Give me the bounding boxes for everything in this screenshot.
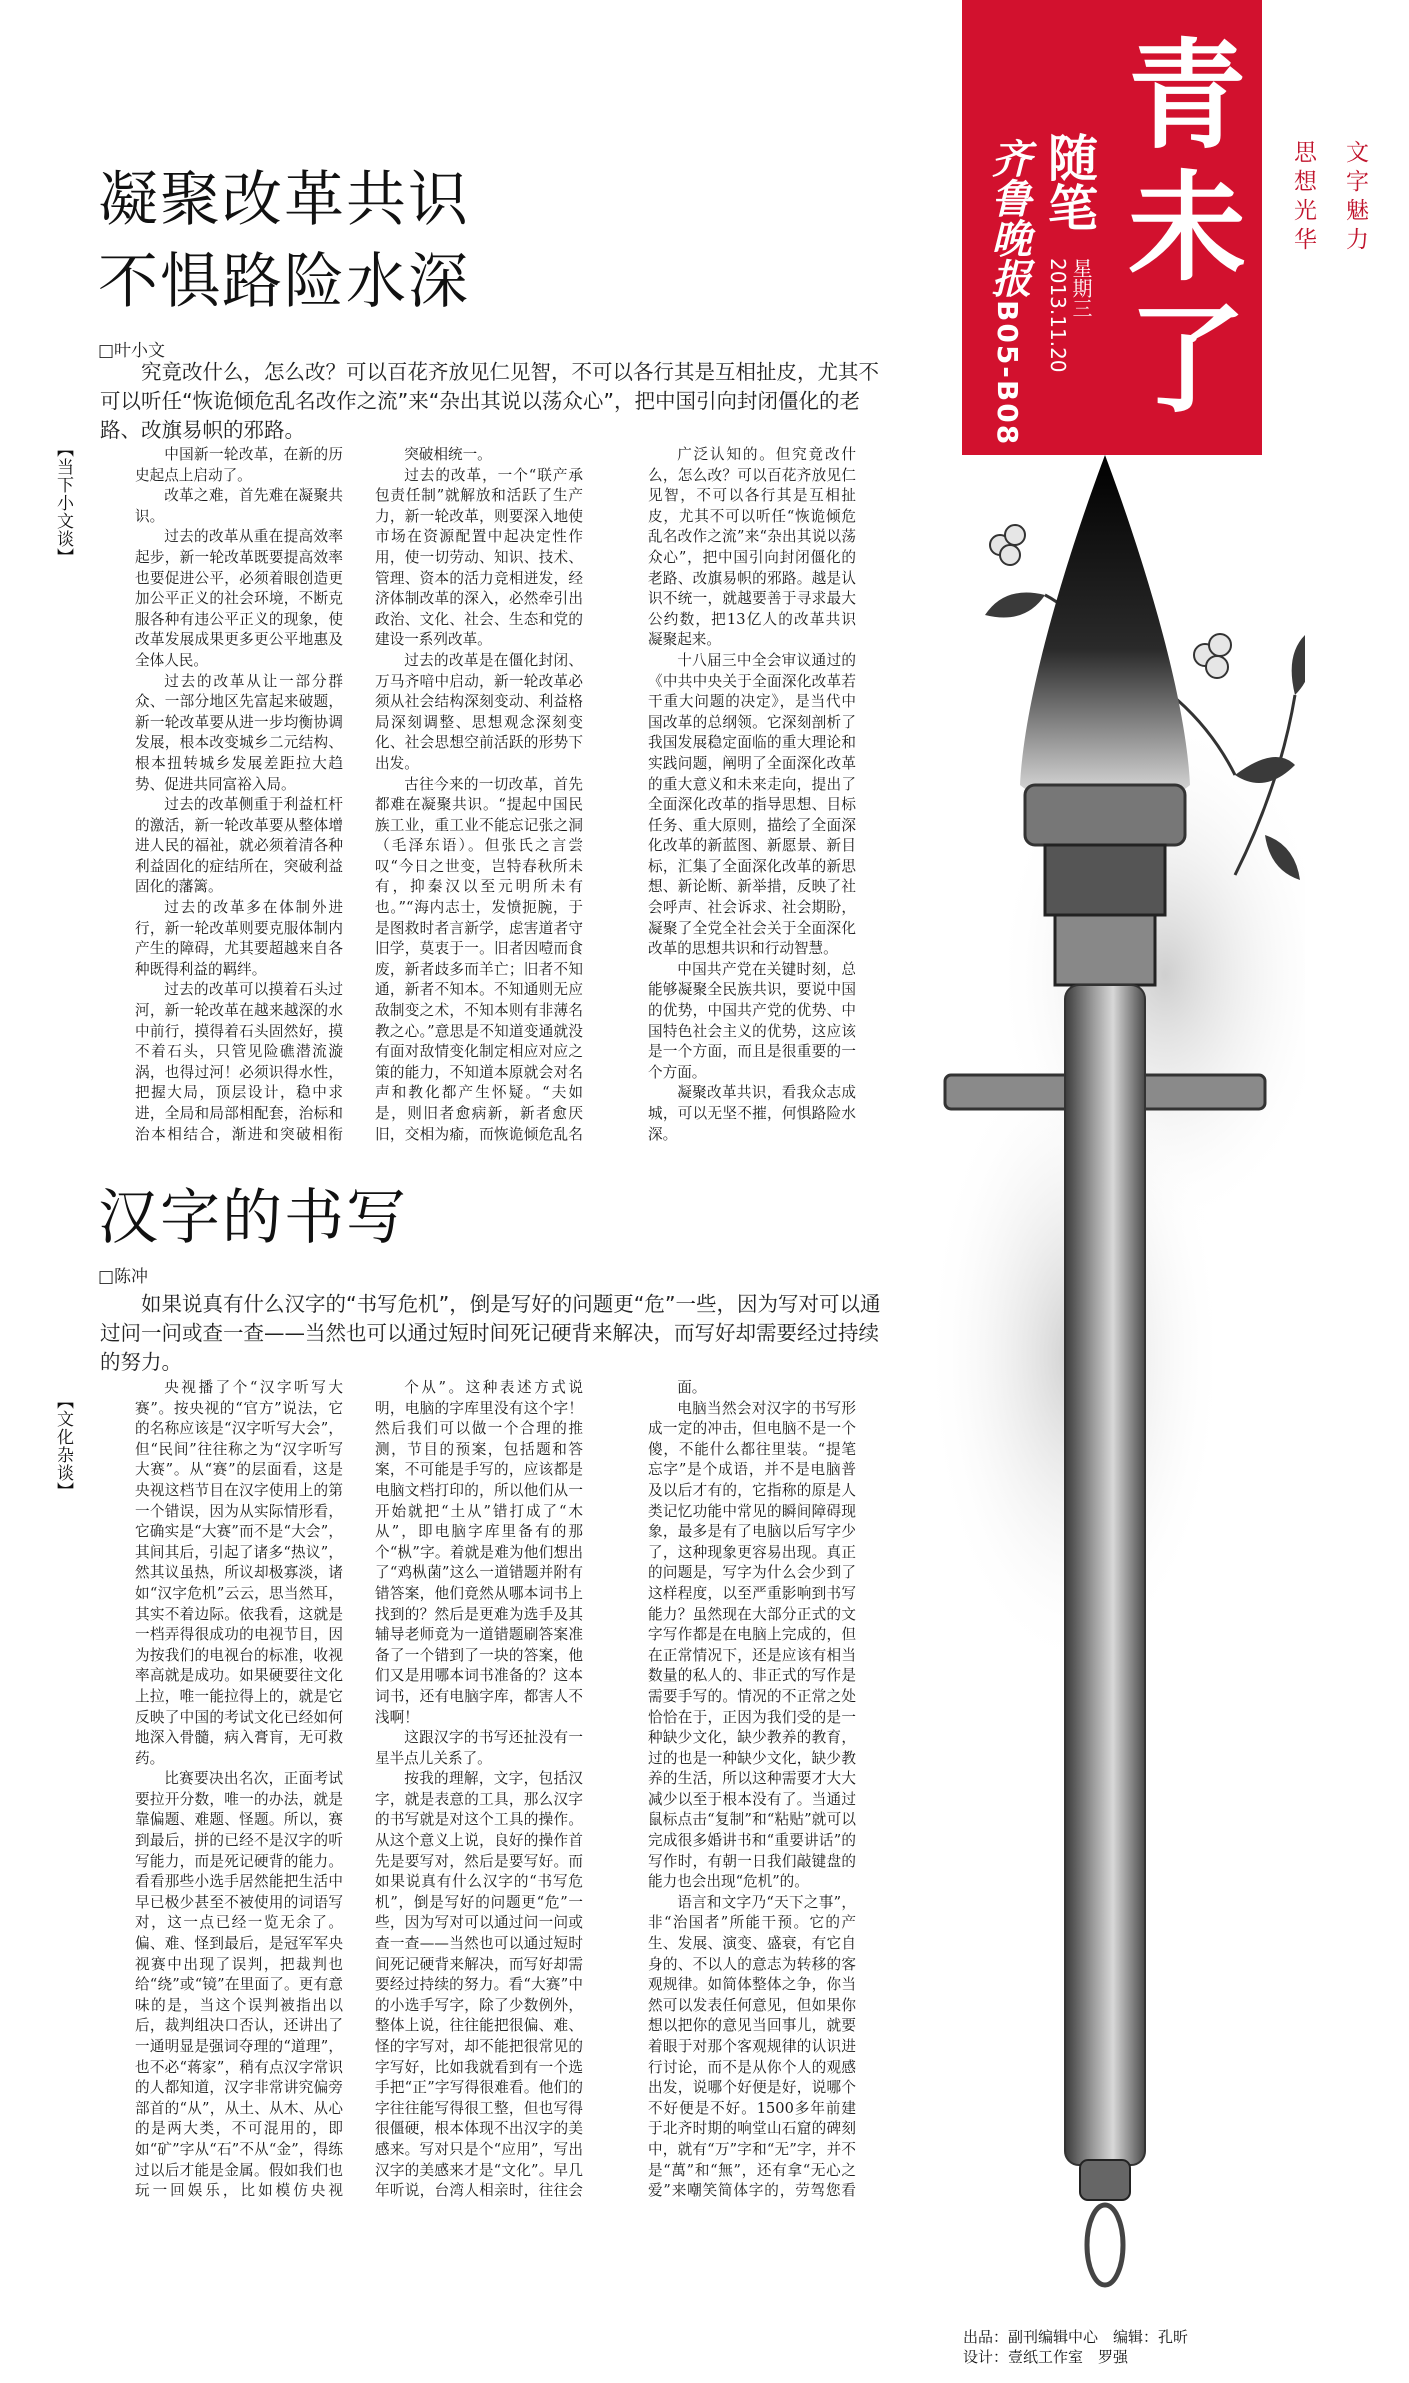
article1-headline-line1: 凝聚改革共识 [98, 165, 470, 235]
brush-ornament [1055, 915, 1155, 985]
issue-date: 2013.11.20 [1046, 258, 1070, 373]
credits-line-1: 出品：副刊编辑中心 编辑：孔昕 [963, 2328, 1189, 2346]
article2-column-tag: 【文化杂谈】 [53, 1392, 73, 1500]
paragraph: 突破相统一。 [404, 446, 492, 463]
paragraph: 中国共产党在关键时刻，总能够凝聚全民族共识，要说中国的优势，中国共产党的优势、中国特色社会主义的优势，这应该是一个方面，而且是很重要的一个方面。 [648, 960, 856, 1081]
paragraph: 过去的改革从重在提高效率起步，新一轮改革既要提高效率也要促进公平，必须着眼创造更加公平正义的社会环境，不断克服各种有违公平正义的现象，使改革发展成果更多更公平地惠及全体人民。 [135, 528, 343, 669]
article1-headline-line2: 不惧路险水深 [98, 247, 470, 317]
hanging-loop [1087, 2205, 1123, 2285]
newspaper-logo: 齐鲁晚报 [985, 138, 1032, 298]
paragraph: 过去的改革多在体制外进行，新一轮改革则要克服体制内产生的障碍，尤其要超越来自各种既得利益的羁绊。 [135, 899, 343, 978]
article2-column-3 [648, 1378, 856, 2200]
article2-byline: □陈冲 [98, 1267, 149, 1287]
brush-illustration [905, 455, 1305, 2295]
paragraph: 央视播了个“汉字听写大赛”。按央视的“官方”说法，它的名称应该是“汉字听写大会”，但“民间”往往称之为“汉字听写大赛”。从“赛”的层面看，这是央视这档节目在汉字使用上的第一个错误，因为从实际情形看，它确实是“大赛”而不是“大会”，其间其后，引起了诸多“热议”，然其议虽热，所议却极寡淡，诸如“汉字危机”云云，思当然耳，其实不着边际。依我看，这就是一档弄得很成功的电视节目，因为按我们的电视台的标准，收视率高就是成功。如果硬要往文化上拉，唯一能拉得上的，就是它反映了中国的考试文化已经如何地深入骨髓，病入膏肓，无可救药。 [135, 1379, 343, 1767]
article2-column-1 [135, 1378, 343, 2200]
paragraph: 中国新一轮改革，在新的历史起点上启动了。 [135, 446, 343, 484]
credits [963, 2327, 1383, 2367]
weekday: 星期三 [1069, 258, 1093, 318]
paragraph: 面。 [677, 1379, 707, 1396]
brush-ornament [1045, 845, 1165, 915]
masthead [962, 0, 1262, 455]
section-title: 青未了 [1127, 27, 1246, 429]
paragraph: 过去的改革是在僵化封闭、万马齐喑中启动，新一轮改革必须从社会结构深刻变动、利益格局深刻调整、思想观念深刻变化、社会思想空前活跃的形势下出发。 [375, 651, 583, 772]
brush-collar [1025, 785, 1185, 845]
paragraph: 这跟汉字的书写还扯没有一星半点儿关系了。 [375, 1729, 583, 1767]
paragraph: 电脑当然会对汉字的书写形成一定的冲击，但电脑不是一个傻，不能什么都往里装。“提笔忘字”是个成语，并不是电脑普及以后才有的，它指称的原是人类记忆功能中常见的瞬间障碍现象，最多是有了电脑以后写字少了，这种现象更容易出现。真正的问题是，写字为什么会少到了这样程度，以至严重影响到书写能力？虽然现在大部分正式的文字写作都是在电脑上完成的，但在正常情况下，还是应该有相当数量的私人的、非正式的写作是需要手写的。情况的不正常之处恰恰在于，正因为我们受的是一种缺少文化，缺少教养的教育，过的也是一种缺少文化，缺少教养的生活，所以这种需要才大大减少以至于根本没有了。当通过鼠标点击“复制”和“粘贴”就可以完成很多婚讲书和“重要讲话”的写作时，有朝一日我们敲键盘的能力也会出现“危机”的。 [648, 1399, 856, 1891]
paragraph: 凝聚改革共识，看我众志成城，可以无坚不摧，何惧路险水深。 [648, 1084, 856, 1143]
paragraph: 改革之难，首先难在凝聚共识。 [135, 487, 343, 525]
paragraph: 过去的改革，一个“联产承包责任制”就解放和活跃了生产力，新一轮改革，则要深入地使市场在资源配置中起决定性作用，使一切劳动、知识、技术、管理、资本的活力竞相迸发，经济体制改革的深入，必然牵引出政治、文化、社会、生态和党的建设一系列改革。 [375, 466, 583, 649]
paragraph: 比赛要决出名次，正面考试要拉开分数，唯一的办法，就是靠偏题、难题、怪题。所以，赛到最后，拼的已经不是汉字的听写能力，而是死记硬背的能力。看看那些小选手居然能把生活中早已极少甚至不被使用的词语写对，这一点已经一览无余了。偏、难、怪到最后，是冠军军央视赛中出现了误判，把裁判也给“绕”或“镜”在里面了。更有意味的是，当这个误判被指出以后，裁判组决口否认，还讲出了一通明显是强词夺理的“道理”，也不必“蒋家”，稍有点汉字常识的人都知道，汉字非常讲究偏旁部首的“从”，从土、从木、从心的是两大类，不可混用的，即如“矿”字从“石”不从“金”，得练过以后才能是金属。假如我们也玩一回娱乐，比如模仿央视 [135, 1770, 343, 2200]
brush-end-cap [1080, 2160, 1130, 2200]
article1-column-1 [135, 445, 343, 1145]
article2-headline: 汉字的书写 [98, 1183, 408, 1253]
column-name: 随笔 [1040, 132, 1098, 232]
paragraph: 广泛认知的。但究竟改什么，怎么改？可以百花齐放见仁见智，不可以各行其是互相扯皮，尤其不可以听任“恢诡倾危乱名改作之流”来“杂出其说以荡众心”，把中国引向封闭僵化的老路、改旗易帜的邪路。越是认识不统一，就越要善于寻求最大公约数，把13亿人的改革共识凝聚起来。 [648, 446, 856, 649]
credits-line-2: 设计：壹纸工作室 罗强 [963, 2348, 1129, 2366]
article1-byline: □叶小文 [98, 341, 166, 361]
paragraph: 过去的改革从让一部分群众、一部分地区先富起来破题，新一轮改革要从进一步均衡协调发展，根本改变城乡二元结构、根本扭转城乡发展差距拉大趋势、促进共同富裕入局。 [135, 672, 343, 793]
article1-column-3 [648, 445, 856, 1145]
page-range: B05-B08 [991, 300, 1024, 447]
paragraph: 过去的改革可以摸着石头过河，新一轮改革在越来越深的水中前行，摸得着石头固然好，摸不着石头，只管见险礁潜流漩涡，也得过河！必须识得水性，把握大局，顶层设计，稳中求进，全局和局部相配套，治标和治本相结合，渐进和突破相衔 [135, 981, 343, 1143]
tagline-1: 思想光华 [1290, 140, 1316, 256]
paragraph: 过去的改革侧重于利益杠杆的激活，新一轮改革要从整体增进人民的福祉，就必须着清各种利益固化的症结所在，突破利益固化的藩篱。 [135, 796, 343, 896]
article2-lead: 如果说真有什么汉字的“书写危机”，倒是写好的问题更“危”一些，因为写对可以通过问一问或查一查——当然也可以通过短时间死记硬背来解决，而写好却需要经过持续的努力。 [100, 1292, 881, 1374]
article2-column-2 [375, 1378, 583, 2200]
paragraph: 古往今来的一切改革，首先都难在凝聚共识。“提起中国民族工业，重工业不能忘记张之洞（毛泽东语）。但张氏之言尝叹“今日之世变，岂特春秋所未有，抑秦汉以至元明所未有也。”“海内志士，发愤扼腕，于是图救时者言新学，虑害道者守旧学，莫衷于一。旧者因噎而食废，新者歧多而羊亡；旧者不知通，新者不知本。不知通则无应敌制变之术，不知本则有非薄名教之心。”意思是不知道变通就没有面对敌情变化制定相应对应之策的能力，不知道本原就会对名声和教化都产生怀疑。“夫如是，则旧者愈病新，新者愈厌旧，交相为瘉，而恢诡倾危乱名 [375, 775, 583, 1143]
article1-column-2 [375, 445, 583, 1145]
paragraph: 语言和文字乃“天下之事”，非“治国者”所能干预。它的产生、发展、演变、盛衰，有它自身的、不以人的意志为转移的客观规律。如简体整体之争，你当然可以发表任何意见，但如果你想以把你的意见当回事儿，就要着眼于对那个客观规律的认识进行讨论，而不是从你个人的观感出发，说哪个好便是好，说哪个不好便是不好。1500多年前建于北齐时期的响堂山石窟的碑刻中，就有“万”字和“无”字，并不是“萬”和“無”，还有拿“无心之爱”来嘲笑简体字的，劳驾您看 [648, 1893, 856, 2200]
paragraph: 按我的理解，文字，包括汉字，就是表意的工具，那么汉字的书写就是对这个工具的操作。从这个意义上说，良好的操作首先是要写对，然后是要写好。而如果说真有什么汉字的“书写危机”，倒是写好的问题更“危”一些，因为写对可以通过问一问或查一查——当然也可以通过短时间死记硬背来解决，而写好却需要经过持续的努力。看“大赛”中的小选手写字，除了少数例外，整体上说，往往能把很偏、难、怪的字写对，却不能把很常见的字写好，比如我就看到有一个选手把“正”字写得很难看。他们的字往往能写得很工整，但也写得很僵硬，根本体现不出汉字的美感来。写对只是个“应用”，写出汉字的美感来才是“文化”。早几年听说，台湾人相亲时，往往会 [375, 1770, 583, 2200]
paragraph: 十八届三中全会审议通过的《中共中央关于全面深化改革若干重大问题的决定》，是当代中国改革的总纲领。它深刻剖析了我国发展稳定面临的重大理论和实践问题，阐明了全面深化改革的重大意义和未来走向，提出了全面深化改革的指导思想、目标任务、重大原则，描绘了全面深化改革的新蓝图、新愿景、新目标，汇集了全面深化改革的新思想、新论断、新举措，反映了社会呼声、社会诉求、社会期盼，凝聚了全党全社会关于全面深化改革的思想共识和行动智慧。 [648, 651, 856, 958]
tagline-2: 文字魅力 [1342, 140, 1368, 256]
brush-shaft [1065, 985, 1145, 2165]
article1-lead: 究竟改什么，怎么改？可以百花齐放见仁见智，不可以各行其是互相扯皮，尤其不可以听任“恢诡倾危乱名改作之流”来“杂出其说以荡众心”，把中国引向封闭僵化的老路、改旗易帜的邪路。 [100, 360, 879, 442]
article1-column-tag: 【当下小文谈】 [53, 440, 73, 566]
brush-bristles [1020, 455, 1190, 808]
paragraph: 个从”。这种表述方式说明，电脑的字库里没有这个字！然后我们可以做一个合理的推测，节目的预案，包括题和答案，不可能是手写的，应该都是电脑文档打印的，所以他们从一开始就把“土从”错打成了“木从”，即电脑字库里备有的那个“枞”字。着就是难为他们想出了“鸡枞菌”这么一道错题并附有错答案，他们竟然从哪本词书上找到的？然后是更难为选手及其辅导老师竟为一道错题刷答案准备了一个错到了一块的答案，他们又是用哪本词书准备的？这本词书，还有电脑字库，都害人不浅啊！ [375, 1379, 583, 1726]
